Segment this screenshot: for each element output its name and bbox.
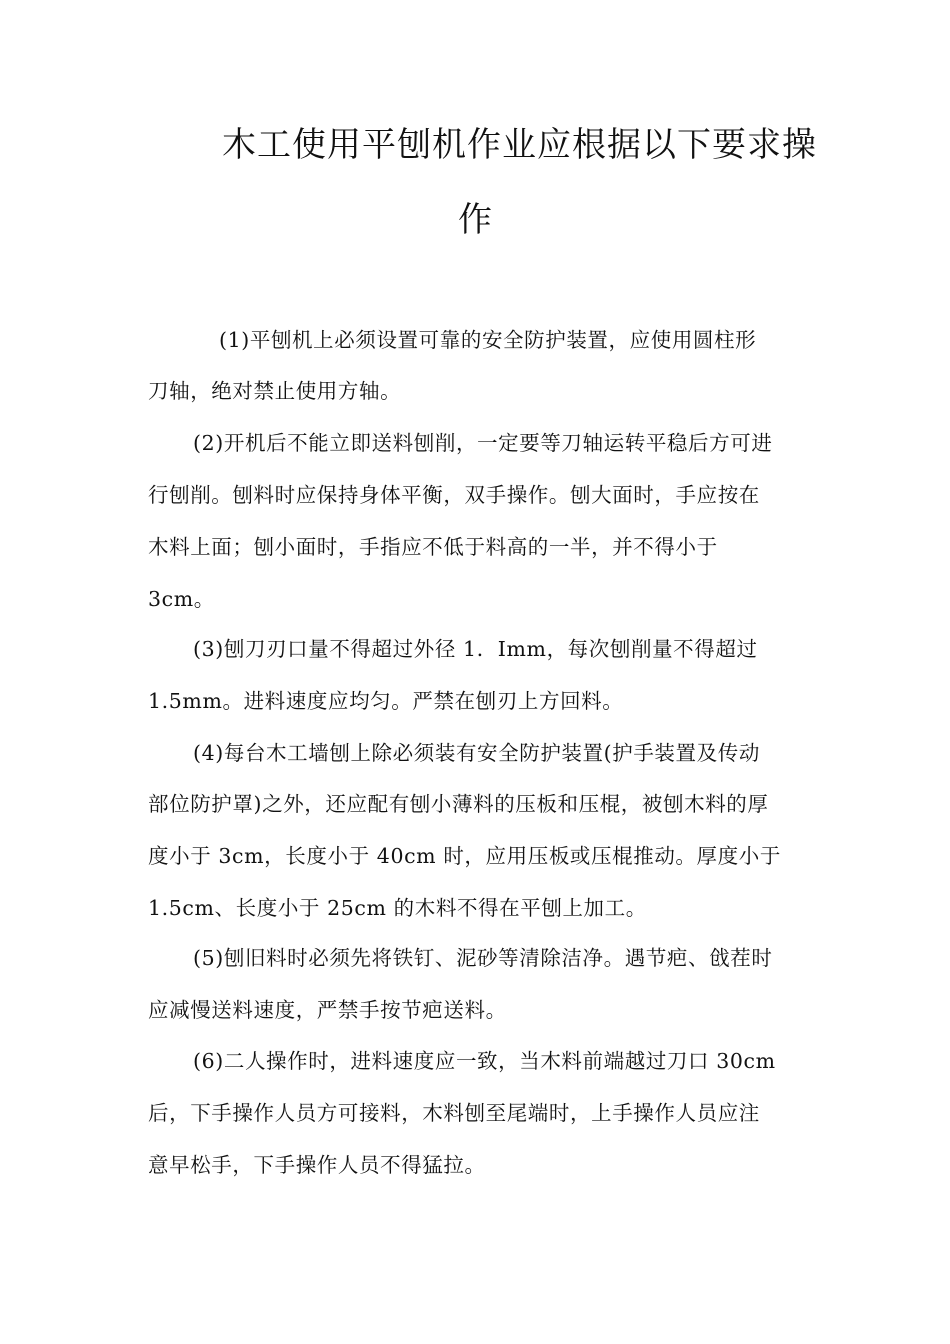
body-line: 后，下手操作人员方可接料，木料刨至尾端时，上手操作人员应注 xyxy=(148,1101,760,1125)
body-line: 刀轴，绝对禁止使用方轴。 xyxy=(148,379,402,403)
body-line: (4)每台木工墙刨上除必须装有安全防护装置(护手装置及传动 xyxy=(193,741,760,765)
body-line: 应减慢送料速度，严禁手按节疤送料。 xyxy=(148,998,507,1022)
body-line: 度小于 3cm，长度小于 40cm 时，应用压板或压棍推动。厚度小于 xyxy=(148,844,781,868)
body-line: 1.5cm、长度小于 25cm 的木料不得在平刨上加工。 xyxy=(148,896,647,920)
body-line: (6)二人操作时，进料速度应一致，当木料前端越过刀口 30cm xyxy=(193,1049,776,1073)
body-line: 木料上面；刨小面时，手指应不低于料高的一半，并不得小于 xyxy=(148,535,718,559)
body-line: 行刨削。刨料时应保持身体平衡，双手操作。刨大面时，手应按在 xyxy=(148,483,760,507)
body-line: 意早松手，下手操作人员不得猛拉。 xyxy=(148,1153,486,1177)
body-line: 3cm。 xyxy=(148,587,215,611)
body-line: (3)刨刀刃口量不得超过外径 1．Imm，每次刨削量不得超过 xyxy=(193,637,758,661)
body-line: (1)平刨机上必须设置可靠的安全防护装置，应使用圆柱形 xyxy=(219,328,757,352)
document-title-line-1: 木工使用平刨机作业应根据以下要求操 xyxy=(222,125,817,165)
body-line: 1.5mm。进料速度应均匀。严禁在刨刃上方回料。 xyxy=(148,689,624,713)
body-line: 部位防护罩)之外，还应配有刨小薄料的压板和压棍，被刨木料的厚 xyxy=(148,792,769,816)
body-line: (2)开机后不能立即送料刨削，一定要等刀轴运转平稳后方可进 xyxy=(193,431,773,455)
body-line: (5)刨旧料时必须先将铁钉、泥砂等清除洁净。遇节疤、戗茬时 xyxy=(193,946,773,970)
document-title-line-2: 作 xyxy=(458,200,493,240)
